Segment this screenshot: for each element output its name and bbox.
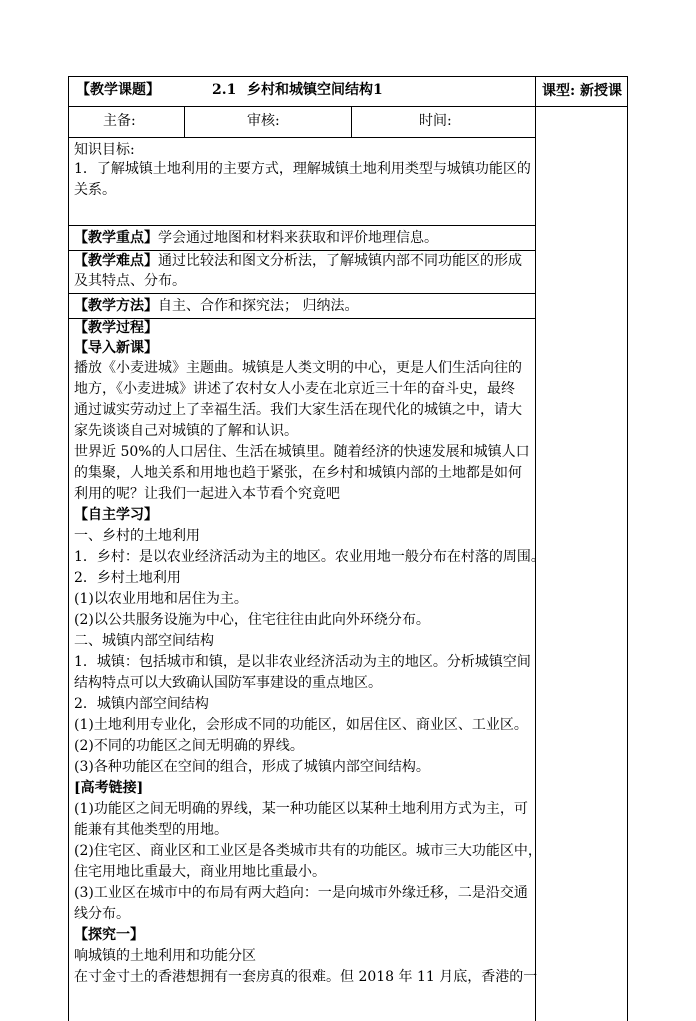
exam-link-heading: [高考链接]	[74, 780, 144, 796]
time-label: 时间:	[419, 113, 452, 129]
self-study-line: 1．乡村：是以农业经济活动为主的地区。农业用地一般分布在村落的周围。	[74, 549, 545, 565]
preparer-label: 主备:	[103, 113, 136, 129]
key-point-row	[74, 228, 438, 249]
exam-line: (1)功能区之间无明确的界线，某一种功能区以某种土地利用方式为主，可	[74, 801, 528, 817]
intro-line: 的集聚，人地关系和用地也趋于紧张，在乡村和城镇内部的土地都是如何	[74, 465, 522, 481]
reviewer-label: 审核:	[247, 113, 280, 129]
self-study-line: (3)各种功能区在空间的组合，形成了城镇内部空间结构。	[74, 759, 430, 775]
exam-line: 住宅用地比重最大，商业用地比重最小。	[74, 864, 326, 880]
course-type: 课型: 新授课	[542, 83, 623, 99]
objectives-line-2: 关系。	[74, 182, 116, 198]
self-study-line: 结构特点可以大致确认国防军事建设的重点地区。	[74, 675, 382, 691]
key-point-label: 【教学重点】	[74, 230, 158, 246]
self-study-line: 2．城镇内部空间结构	[74, 696, 209, 712]
table-border-right	[627, 76, 628, 1021]
exam-line: 能兼有其他类型的用地。	[74, 822, 228, 838]
self-study-heading: 【自主学习】	[74, 507, 158, 523]
explore-line: 响城镇的土地利用和功能分区	[74, 948, 256, 964]
table-border-top	[68, 76, 628, 77]
intro-line: 世界近 50%的人口居住、生活在城镇里。随着经济的快速发展和城镇人口	[74, 444, 530, 460]
meta-divider-1	[184, 106, 185, 137]
table-border-left	[68, 76, 69, 1021]
difficult-point-row	[74, 251, 522, 272]
self-study-line: 一、乡村的土地利用	[74, 528, 200, 544]
process-heading: 【教学过程】	[74, 320, 158, 336]
self-study-line: (2)以公共服务设施为中心，住宅往往由此向外环绕分布。	[74, 612, 430, 628]
exam-line: (2)住宅区、商业区和工业区是各类城市共有的功能区。城市三大功能区中，	[74, 843, 542, 859]
row-divider-header	[68, 106, 628, 107]
self-study-line: (1)土地利用专业化，会形成不同的功能区，如居住区、商业区、工业区。	[74, 717, 528, 733]
self-study-line: 1．城镇：包括城市和镇，是以非农业经济活动为主的地区。分析城镇空间	[74, 654, 531, 670]
difficult-point-line-2: 及其特点、分布。	[74, 273, 186, 289]
intro-line: 利用的呢？让我们一起进入本节看个究竟吧	[74, 486, 340, 502]
intro-line: 家先谈谈自己对城镇的了解和认识。	[74, 423, 298, 439]
method-row	[74, 296, 358, 317]
intro-heading: 【导入新课】	[74, 340, 158, 356]
explore-line: 在寸金寸土的香港想拥有一套房真的很难。但 2018 年 11 月底，香港的一	[74, 969, 538, 985]
self-study-line: (2)不同的功能区之间无明确的界线。	[74, 738, 304, 754]
intro-line: 地方，《小麦进城》讲述了农村女人小麦在北京近三十年的奋斗史，最终	[74, 381, 515, 397]
self-study-line: 2．乡村土地利用	[74, 570, 181, 586]
self-study-line: (1)以农业用地和居住为主。	[74, 591, 248, 607]
intro-line: 播放《小麦进城》主题曲。城镇是人类文明的中心，更是人们生活向往的	[74, 360, 522, 376]
exam-line: (3)工业区在城市中的布局有两大趋向：一是向城市外缘迁移，二是沿交通	[74, 885, 528, 901]
intro-line: 通过诚实劳动过上了幸福生活。我们大家生活在现代化的城镇之中，请大	[74, 402, 522, 418]
explore-heading: 【探究一】	[74, 927, 144, 943]
self-study-line: 二、城镇内部空间结构	[74, 633, 214, 649]
difficult-point-label: 【教学难点】	[74, 253, 158, 269]
row-divider-objectives	[68, 225, 536, 226]
objectives-line-1: 1．了解城镇土地利用的主要方式，理解城镇土地利用类型与城镇功能区的	[74, 161, 531, 177]
objectives-heading: 知识目标:	[74, 142, 135, 158]
difficult-point-line-1: 通过比较法和图文分析法，了解城镇内部不同功能区的形成	[158, 253, 522, 269]
lesson-number: 2.1	[212, 82, 237, 98]
exam-line: 线分布。	[74, 906, 130, 922]
method-label: 【教学方法】	[74, 298, 158, 314]
lesson-label: 【教学课题】	[76, 82, 160, 98]
meta-divider-2	[351, 106, 352, 137]
method-text: 自主、合作和探究法； 归纳法。	[158, 298, 359, 314]
key-point-text: 学会通过地图和材料来获取和评价地理信息。	[158, 230, 438, 246]
lesson-title: 乡村和城镇空间结构1	[247, 82, 383, 98]
row-divider-meta	[68, 137, 536, 138]
row-divider-difficult	[68, 293, 536, 294]
